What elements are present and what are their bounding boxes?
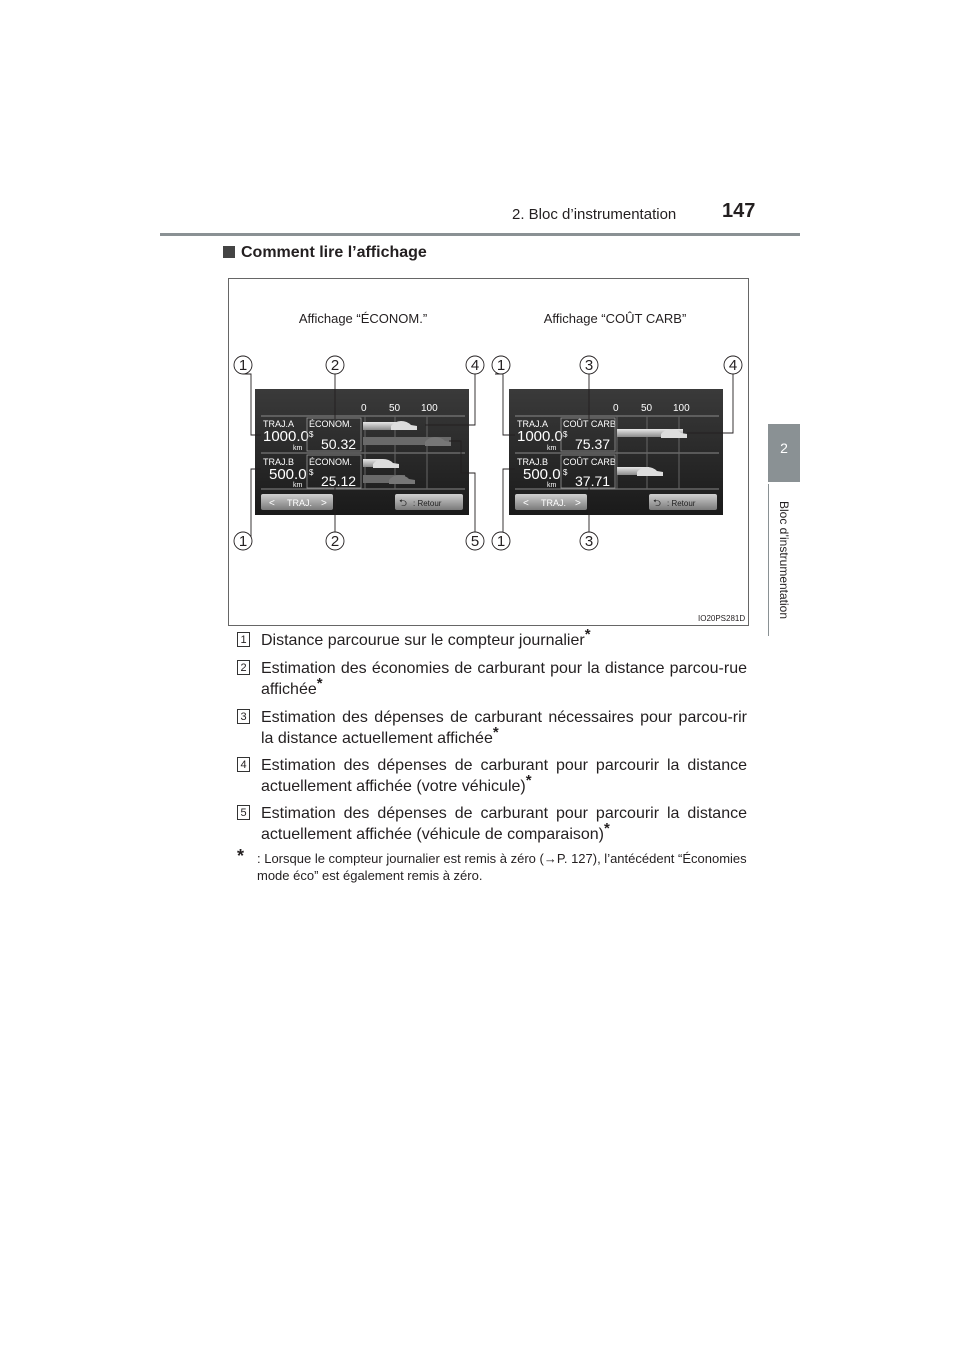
left-trip-a-label: TRAJ.A bbox=[263, 419, 295, 429]
right-trip-a-unit: km bbox=[547, 445, 557, 452]
right-trip-a-value: 1000.0 bbox=[517, 428, 563, 445]
callout-right-top-3 bbox=[580, 356, 598, 374]
svg-text:2: 2 bbox=[330, 357, 340, 374]
left-scale-50: 50 bbox=[389, 403, 401, 414]
svg-text:4: 4 bbox=[728, 357, 738, 374]
left-nav-label: TRAJ. bbox=[287, 498, 313, 508]
callout-right-bottom-3 bbox=[580, 532, 598, 550]
legend-item-5 bbox=[237, 803, 747, 845]
callout-left-bottom-2 bbox=[326, 532, 344, 550]
svg-text:4: 4 bbox=[470, 357, 480, 374]
svg-text:1: 1 bbox=[238, 357, 248, 374]
section-title bbox=[223, 244, 427, 262]
left-back-label: : Retour bbox=[413, 499, 442, 508]
callout-right-bottom-1 bbox=[492, 532, 510, 550]
svg-text:5: 5 bbox=[470, 533, 480, 550]
square-bullet-icon bbox=[223, 246, 235, 258]
right-scale-50: 50 bbox=[641, 403, 653, 414]
legend-number: 1 bbox=[237, 632, 250, 647]
legend-text: Distance parcourue sur le compteur journalier bbox=[261, 632, 585, 649]
legend-number: 5 bbox=[237, 805, 250, 820]
running-header-section: 2. Bloc d’instrumentation bbox=[512, 206, 677, 223]
left-trip-b-value: 500.0 bbox=[269, 466, 307, 483]
chapter-tab-number: 2 bbox=[780, 440, 788, 456]
left-currency-a: $ bbox=[309, 430, 314, 439]
callout-left-bottom-1 bbox=[234, 532, 252, 550]
callout-right-top-1 bbox=[492, 356, 510, 374]
left-trip-a-value: 1000.0 bbox=[263, 428, 309, 445]
asterisk-mark: * bbox=[525, 772, 532, 789]
legend-text: Estimation des économies de carburant pour la distance parcou-rue affichée bbox=[261, 660, 747, 698]
left-value-b: 25.12 bbox=[321, 473, 357, 489]
legend-number: 4 bbox=[237, 757, 250, 772]
left-scale-0: 0 bbox=[361, 403, 367, 414]
footnote bbox=[237, 846, 747, 884]
figure-frame bbox=[228, 278, 749, 626]
right-scale-0: 0 bbox=[613, 403, 619, 414]
left-trip-b-unit: km bbox=[293, 482, 303, 489]
right-screen bbox=[509, 389, 723, 515]
callout-left-top-4 bbox=[466, 356, 484, 374]
right-currency-b: $ bbox=[563, 468, 568, 477]
legend-item-1 bbox=[237, 626, 747, 651]
right-trip-a-label: TRAJ.A bbox=[517, 419, 549, 429]
legend-number: 2 bbox=[237, 660, 250, 675]
svg-text:1: 1 bbox=[496, 533, 506, 550]
right-trip-b-label: TRAJ.B bbox=[517, 457, 549, 467]
callout-left-top-2 bbox=[326, 356, 344, 374]
legend-text: Estimation des dépenses de carburant pour parcourir la distance actuellement affichée (véhicule de comparaison) bbox=[261, 805, 747, 843]
legend-item-2 bbox=[237, 658, 747, 700]
left-scale-100: 100 bbox=[421, 403, 438, 414]
left-nav-right-icon: > bbox=[321, 498, 327, 509]
right-scale-100: 100 bbox=[673, 403, 690, 414]
asterisk-mark: * bbox=[584, 626, 591, 643]
right-nav-label: TRAJ. bbox=[541, 498, 567, 508]
left-back-arrow-icon: ⮌ bbox=[399, 498, 408, 509]
left-trip-b-label: TRAJ.B bbox=[263, 457, 295, 467]
right-back-label: : Retour bbox=[667, 499, 696, 508]
right-metric-a-label: COÛT CARB bbox=[563, 419, 616, 429]
legend-item-4 bbox=[237, 755, 747, 797]
legend-text: Estimation des dépenses de carburant nécessaires pour parcou-rir la distance actuellement affichée bbox=[261, 709, 747, 747]
left-trip-a-unit: km bbox=[293, 445, 303, 452]
left-screen bbox=[255, 389, 469, 515]
callout-right-top-4 bbox=[724, 356, 742, 374]
callout-left-bottom-5 bbox=[466, 532, 484, 550]
right-trip-b-value: 500.0 bbox=[523, 466, 561, 483]
footnote-text: : Lorsque le compteur journalier est remis à zéro (→P. 127), l’antécédent “Économies mode éco” est également remis à zéro. bbox=[257, 851, 747, 883]
display-illustration bbox=[229, 279, 748, 625]
chapter-tab-label: Bloc d’instrumentation bbox=[777, 500, 791, 620]
left-caption: Affichage “ÉCONOM.” bbox=[298, 311, 428, 326]
left-currency-b: $ bbox=[309, 468, 314, 477]
right-currency-a: $ bbox=[563, 430, 568, 439]
right-metric-b-label: COÛT CARB bbox=[563, 457, 616, 467]
svg-text:3: 3 bbox=[584, 533, 594, 550]
right-back-arrow-icon: ⮌ bbox=[653, 498, 662, 509]
svg-text:1: 1 bbox=[238, 533, 248, 550]
right-nav-right-icon: > bbox=[575, 498, 581, 509]
left-nav-left-icon: < bbox=[269, 498, 275, 509]
right-caption: Affichage “COÛT CARB” bbox=[543, 311, 687, 326]
svg-text:2: 2 bbox=[330, 533, 340, 550]
left-value-a: 50.32 bbox=[321, 436, 357, 452]
svg-text:3: 3 bbox=[584, 357, 594, 374]
legend-item-3 bbox=[237, 707, 747, 749]
asterisk-mark: * bbox=[492, 724, 499, 741]
right-nav-left-icon: < bbox=[523, 498, 529, 509]
legend-number: 3 bbox=[237, 709, 250, 724]
footnote-asterisk: * bbox=[237, 846, 245, 866]
asterisk-mark: * bbox=[604, 820, 610, 837]
svg-text:1: 1 bbox=[496, 357, 506, 374]
section-title-text: Comment lire l’affichage bbox=[241, 244, 427, 261]
header-rule bbox=[160, 233, 800, 236]
right-trip-b-unit: km bbox=[547, 482, 557, 489]
figure-code: IO20PS281D bbox=[698, 614, 746, 623]
legend-text: Estimation des dépenses de carburant pour parcourir la distance actuellement affichée (votre véhicule) bbox=[261, 757, 747, 795]
left-metric-a-label: ÉCONOM. bbox=[309, 419, 353, 429]
callout-left-top-1 bbox=[234, 356, 252, 374]
left-metric-b-label: ÉCONOM. bbox=[309, 457, 353, 467]
right-value-b: 37.71 bbox=[575, 473, 611, 489]
right-value-a: 75.37 bbox=[575, 436, 611, 452]
page-number: 147 bbox=[722, 200, 756, 222]
asterisk-mark: * bbox=[316, 675, 323, 692]
